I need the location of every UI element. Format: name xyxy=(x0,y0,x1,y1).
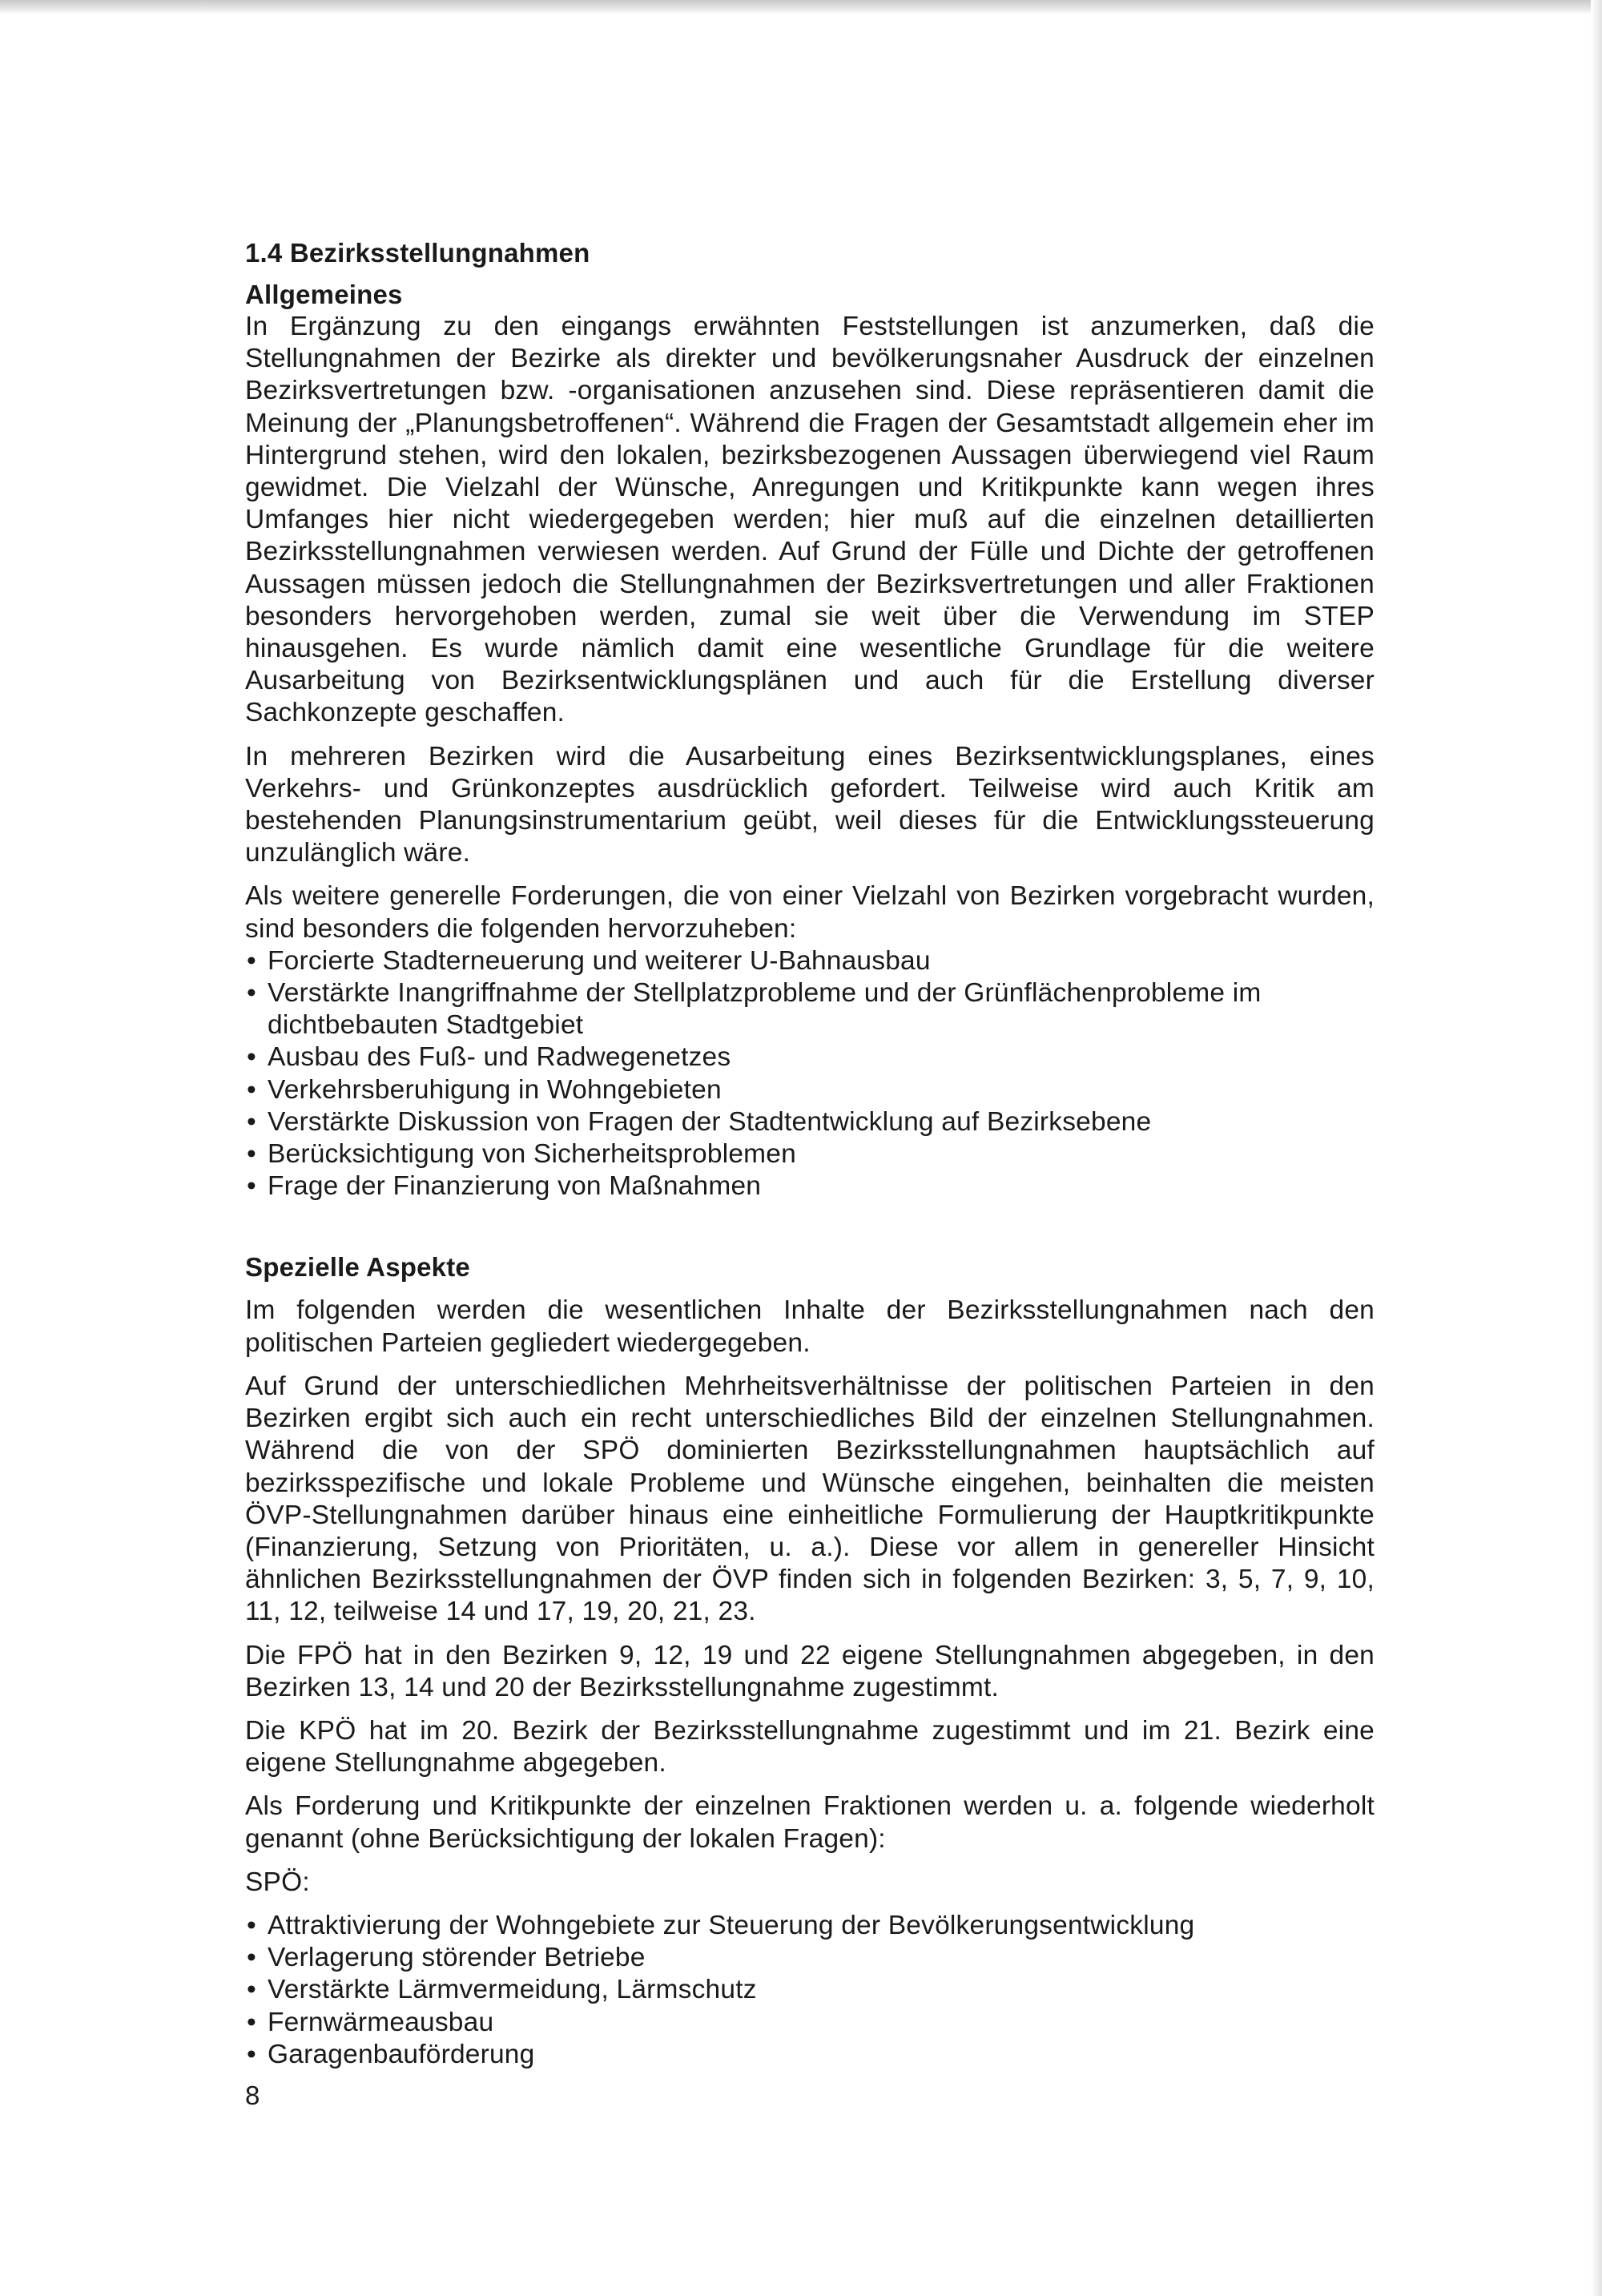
bullet-icon: • xyxy=(247,2007,256,2037)
bullet-icon: • xyxy=(247,1106,256,1137)
bullet-icon: • xyxy=(247,1042,256,1073)
page-number: 8 xyxy=(245,2080,260,2110)
list-item: • Attraktivierung der Wohngebiete zur Steuerung der Bevölkerungsentwicklung xyxy=(245,1910,1375,1942)
scan-top-edge xyxy=(0,0,1602,14)
paragraph-general-2: In mehreren Bezirken wird die Ausarbeitung eines Bezirksentwicklungsplanes, eines Verkehrs- und Grünkonzeptes ausdrücklich gefordert. Teilweise wird auch Kritik am bestehenden Planungsinstrumentarium geübt, weil dieses für die Entwicklungssteuerung unzulänglich wäre. xyxy=(245,741,1375,868)
list-item: • Verkehrsberuhigung in Wohngebieten xyxy=(245,1074,1375,1106)
list-item: • Berücksichtigung von Sicherheitsproblemen xyxy=(245,1138,1375,1170)
bullet-icon: • xyxy=(247,1171,256,1202)
bullet-icon: • xyxy=(247,1910,256,1940)
list-item: • Forcierte Stadterneuerung und weiterer U-Bahnausbau xyxy=(245,945,1375,977)
paragraph-special-2: Auf Grund der unterschiedlichen Mehrheitsverhältnisse der politischen Parteien in den Bezirken ergibt sich auch ein recht unterschiedliches Bild der einzelnen Stellungnahmen. Während die von der SPÖ dominierten Bezirksstellungnahmen hauptsächlich auf bezirksspezifische und lokale Probleme und Wünsche eingehen, beinhalten die meisten ÖVP-Stellungnahmen darüber hinaus eine einheitliche Formulierung der Hauptkritikpunkte (Finanzierung, Setzung von Prioritäten, u. a.). Diese vor allem in genereller Hinsicht ähnlichen Bezirksstellungnahmen der ÖVP finden sich in folgenden Bezirken: 3, 5, 7, 9, 10, 11, 12, teilweise 14 und 17, 19, 20, 21, 23. xyxy=(245,1371,1375,1627)
list-item: • Frage der Finanzierung von Maßnahmen xyxy=(245,1170,1375,1202)
paragraph-general-3: Als weitere generelle Forderungen, die von einer Vielzahl von Bezirken vorgebracht wurden, sind besonders die folgenden hervorzuheben: xyxy=(245,881,1375,944)
bullet-icon: • xyxy=(247,945,256,976)
list-item: • Garagenbauförderung xyxy=(245,2039,1375,2071)
spo-demands-list xyxy=(245,1910,1375,2071)
paragraph-special-3: Die FPÖ hat in den Bezirken 9, 12, 19 und 22 eigene Stellungnahmen abgegeben, in den Bezirken 13, 14 und 20 der Bezirksstellungnahme zugestimmt. xyxy=(245,1640,1375,1702)
paragraph-general-1: In Ergänzung zu den eingangs erwähnten Feststellungen ist anzumerken, daß die Stellungnahmen der Bezirke als direkter und bevölkerungsnaher Ausdruck der einzelnen Bezirksvertretungen bzw. -organisationen anzusehen sind. Diese repräsentieren damit die Meinung der „Planungsbetroffenen“. Während die Fragen der Gesamtstadt allgemein eher im Hintergrund stehen, wird den lokalen, bezirksbezogenen Aussagen überwiegend viel Raum gewidmet. Die Vielzahl der Wünsche, Anregungen und Kritikpunkte kann wegen ihres Umfanges hier nicht wiedergegeben werden; hier muß auf die einzelnen detaillierten Bezirksstellungnahmen verwiesen werden. Auf Grund der Fülle und Dichte der getroffenen Aussagen müssen jedoch die Stellungnahmen der Bezirksvertretungen und aller Fraktionen besonders hervorgehoben werden, zumal sie weit über die Verwendung im STEP hinausgehen. Es wurde nämlich damit eine wesentliche Grundlage für die weitere Ausarbeitung von Bezirksentwicklungsplänen und auch für die Erstellung diverser Sachkonzepte geschaffen. xyxy=(245,312,1375,728)
list-item: • Verlagerung störender Betriebe xyxy=(245,1942,1375,1974)
bullet-icon: • xyxy=(247,2039,256,2069)
paragraph-special-5: Als Forderung und Kritikpunkte der einzelnen Fraktionen werden u. a. folgende wiederholt genannt (ohne Berücksichtigung der lokalen Fragen): xyxy=(245,1791,1375,1854)
list-item: • Verstärkte Lärmvermeidung, Lärmschutz xyxy=(245,1974,1375,2006)
bullet-icon: • xyxy=(247,1943,256,1973)
subheading-general: Allgemeines xyxy=(245,280,403,309)
general-demands-list xyxy=(245,945,1375,1203)
paragraph-special-1: Im folgenden werden die wesentlichen Inhalte der Bezirksstellungnahmen nach den politischen Parteien gegliedert wiedergegeben. xyxy=(245,1295,1375,1358)
bullet-icon: • xyxy=(247,1975,256,2005)
bullet-icon: • xyxy=(247,978,256,1009)
paragraph-special-4: Die KPÖ hat im 20. Bezirk der Bezirksstellungnahme zugestimmt und im 21. Bezirk eine eigene Stellungnahme abgegeben. xyxy=(245,1715,1375,1778)
spo-label: SPÖ: xyxy=(245,1867,310,1897)
list-item: • Ausbau des Fuß- und Radwegenetzes xyxy=(245,1041,1375,1073)
list-item: • Verstärkte Inangriffnahme der Stellplatzprobleme und der Grünflächenprobleme im dichtbebauten Stadtgebiet xyxy=(247,978,1262,1041)
list-item: • Fernwärmeausbau xyxy=(245,2007,1375,2039)
list-item: • Verstärkte Diskussion von Fragen der Stadtentwicklung auf Bezirksebene xyxy=(245,1106,1375,1138)
subheading-special: Spezielle Aspekte xyxy=(245,1252,470,1283)
scan-right-edge xyxy=(1591,0,1602,2296)
section-heading: 1.4 Bezirksstellungnahmen xyxy=(245,238,590,268)
bullet-icon: • xyxy=(247,1074,256,1105)
bullet-icon: • xyxy=(247,1139,256,1170)
document-page xyxy=(245,237,1375,2071)
